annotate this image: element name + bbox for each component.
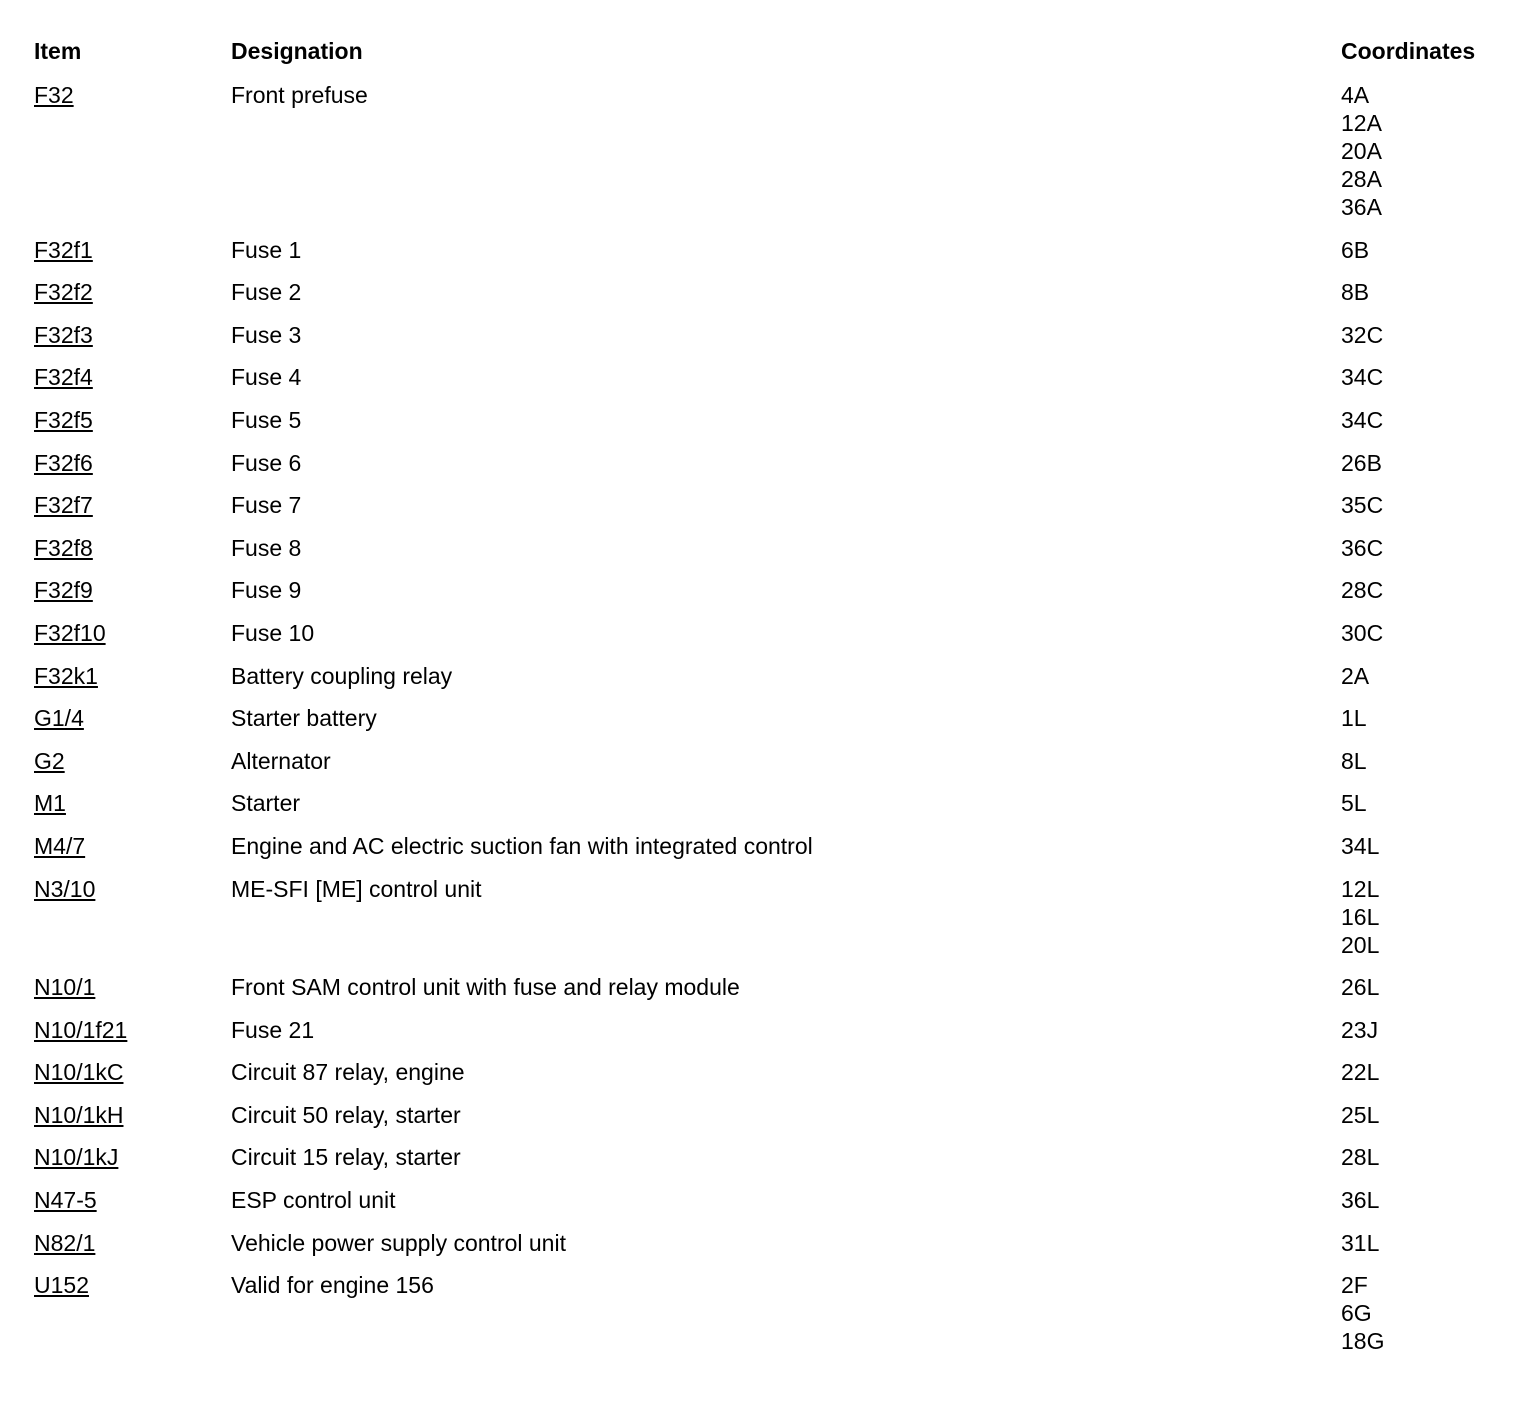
coordinates-cell bbox=[1341, 278, 1369, 306]
coordinates-cell bbox=[1341, 236, 1369, 264]
coordinate-value: 34C bbox=[1341, 364, 1384, 391]
item-link[interactable]: N47-5 bbox=[34, 1187, 97, 1214]
header-designation: Designation bbox=[231, 38, 363, 64]
table-row bbox=[0, 747, 1536, 790]
item-link[interactable]: F32f8 bbox=[34, 534, 93, 561]
item-link[interactable]: F32k1 bbox=[34, 662, 98, 689]
table-row bbox=[0, 278, 1536, 321]
item-link[interactable]: N10/1f21 bbox=[34, 1016, 128, 1043]
table-row bbox=[0, 81, 1536, 236]
designation-text: Fuse 4 bbox=[231, 364, 302, 391]
table-row bbox=[0, 704, 1536, 747]
coordinates-cell bbox=[1341, 973, 1379, 1001]
coordinate-value: 16L bbox=[1341, 903, 1380, 930]
designation-text: Battery coupling relay bbox=[231, 662, 453, 689]
coordinates-cell bbox=[1341, 576, 1383, 604]
coordinates-cell bbox=[1341, 321, 1383, 349]
table-row bbox=[0, 1016, 1536, 1059]
table-row bbox=[0, 619, 1536, 662]
table-row bbox=[0, 875, 1536, 974]
table-row bbox=[0, 576, 1536, 619]
table-row bbox=[0, 321, 1536, 364]
coordinate-value: 22L bbox=[1341, 1059, 1380, 1086]
table-row bbox=[0, 789, 1536, 832]
designation-text: Fuse 9 bbox=[231, 577, 302, 604]
coordinates-cell bbox=[1341, 704, 1367, 732]
item-link[interactable]: M1 bbox=[34, 790, 66, 817]
designation-text: Circuit 50 relay, starter bbox=[231, 1101, 461, 1128]
table-row bbox=[0, 491, 1536, 534]
coordinates-cell bbox=[1341, 449, 1382, 477]
coordinates-cell bbox=[1341, 406, 1383, 434]
coordinate-value: 28A bbox=[1341, 166, 1382, 192]
coordinate-value: 2F bbox=[1341, 1272, 1368, 1299]
header-item: Item bbox=[34, 38, 82, 64]
item-link[interactable]: N10/1 bbox=[34, 974, 96, 1001]
item-link[interactable]: N82/1 bbox=[34, 1229, 96, 1256]
designation-text: Fuse 5 bbox=[231, 406, 302, 433]
designation-text: Engine and AC electric suction fan with integrated control bbox=[231, 832, 813, 859]
coordinate-value: 6G bbox=[1341, 1300, 1372, 1327]
table-row bbox=[0, 1101, 1536, 1144]
item-link[interactable]: N10/1kJ bbox=[34, 1144, 119, 1171]
item-link[interactable]: G1/4 bbox=[34, 705, 84, 732]
table-row bbox=[0, 832, 1536, 875]
designation-text: Valid for engine 156 bbox=[231, 1272, 434, 1299]
table-row bbox=[0, 1186, 1536, 1229]
table-row bbox=[0, 406, 1536, 449]
coordinate-value: 1L bbox=[1341, 705, 1367, 732]
designation-text: Fuse 7 bbox=[231, 492, 302, 519]
coordinate-value: 20A bbox=[1341, 138, 1382, 164]
coordinate-value: 5L bbox=[1341, 790, 1367, 817]
designation-text: Front prefuse bbox=[231, 82, 368, 108]
table-row bbox=[0, 534, 1536, 577]
coordinates-cell bbox=[1341, 1143, 1379, 1171]
coordinate-value: 28L bbox=[1341, 1144, 1380, 1171]
item-link[interactable]: N10/1kH bbox=[34, 1101, 124, 1128]
coordinate-value: 2A bbox=[1341, 662, 1370, 689]
coordinate-value: 8L bbox=[1341, 747, 1367, 774]
coordinate-value: 26B bbox=[1341, 449, 1382, 476]
coordinate-value: 20L bbox=[1341, 931, 1380, 958]
item-link[interactable]: F32f5 bbox=[34, 406, 93, 433]
item-link[interactable]: N3/10 bbox=[34, 875, 96, 902]
table-row bbox=[0, 363, 1536, 406]
coordinate-value: 34C bbox=[1341, 406, 1384, 433]
coordinate-value: 25L bbox=[1341, 1101, 1380, 1128]
coordinate-value: 31L bbox=[1341, 1229, 1380, 1256]
designation-text: Fuse 21 bbox=[231, 1016, 315, 1043]
coordinates-cell bbox=[1341, 534, 1383, 562]
item-link[interactable]: F32f6 bbox=[34, 449, 93, 476]
coordinates-cell bbox=[1341, 81, 1382, 221]
coordinate-value: 36A bbox=[1341, 194, 1382, 220]
coordinate-value: 23J bbox=[1341, 1016, 1379, 1043]
item-link[interactable]: U152 bbox=[34, 1272, 89, 1299]
table-row bbox=[0, 1058, 1536, 1101]
item-link[interactable]: F32f9 bbox=[34, 577, 93, 604]
coordinates-cell bbox=[1341, 662, 1369, 690]
header-coordinates: Coordinates bbox=[1341, 38, 1476, 64]
designation-text: Fuse 1 bbox=[231, 236, 302, 263]
designation-text: Starter battery bbox=[231, 705, 377, 732]
table-row bbox=[0, 236, 1536, 279]
table-row bbox=[0, 973, 1536, 1016]
item-link[interactable]: F32f10 bbox=[34, 619, 106, 646]
coordinate-value: 12L bbox=[1341, 875, 1380, 902]
designation-text: Fuse 2 bbox=[231, 279, 302, 306]
designation-text: Circuit 15 relay, starter bbox=[231, 1144, 461, 1171]
designation-text: Starter bbox=[231, 790, 301, 817]
designation-text: Front SAM control unit with fuse and relay module bbox=[231, 974, 740, 1001]
item-link[interactable]: G2 bbox=[34, 747, 65, 774]
coordinate-value: 8B bbox=[1341, 279, 1370, 306]
coordinates-cell bbox=[1341, 491, 1383, 519]
table-row bbox=[0, 449, 1536, 492]
coordinate-value: 12A bbox=[1341, 110, 1382, 136]
designation-text: Alternator bbox=[231, 747, 331, 774]
coordinate-value: 36L bbox=[1341, 1187, 1380, 1214]
item-link[interactable]: N10/1kC bbox=[34, 1059, 124, 1086]
designation-text: Fuse 10 bbox=[231, 619, 315, 646]
coordinate-value: 32C bbox=[1341, 321, 1384, 348]
coordinates-cell bbox=[1341, 789, 1367, 817]
item-link[interactable]: F32f3 bbox=[34, 321, 93, 348]
designation-text: Circuit 87 relay, engine bbox=[231, 1059, 465, 1086]
coordinate-value: 28C bbox=[1341, 577, 1384, 604]
item-link[interactable]: F32f2 bbox=[34, 279, 93, 306]
coordinate-value: 36C bbox=[1341, 534, 1384, 561]
coordinates-cell bbox=[1341, 1186, 1379, 1214]
coordinates-cell bbox=[1341, 1016, 1378, 1044]
coordinate-value: 30C bbox=[1341, 619, 1384, 646]
coordinates-cell bbox=[1341, 619, 1383, 647]
table-row bbox=[0, 662, 1536, 705]
coordinates-cell bbox=[1341, 1058, 1379, 1086]
coordinates-cell bbox=[1341, 1101, 1379, 1129]
table-row bbox=[0, 1143, 1536, 1186]
designation-text: Fuse 3 bbox=[231, 321, 302, 348]
item-link[interactable]: F32f7 bbox=[34, 492, 93, 519]
coordinate-value: 6B bbox=[1341, 236, 1370, 263]
coordinates-cell bbox=[1341, 363, 1383, 391]
coordinate-value: 18G bbox=[1341, 1328, 1385, 1355]
designation-text: Fuse 8 bbox=[231, 534, 302, 561]
designation-text: ME-SFI [ME] control unit bbox=[231, 875, 482, 902]
item-link[interactable]: M4/7 bbox=[34, 832, 86, 859]
coordinates-cell bbox=[1341, 832, 1379, 860]
table-row bbox=[0, 1271, 1536, 1370]
coordinate-value: 4A bbox=[1341, 82, 1370, 108]
coordinates-cell bbox=[1341, 1229, 1379, 1257]
designation-text: Vehicle power supply control unit bbox=[231, 1229, 566, 1256]
table-body bbox=[0, 81, 1536, 1370]
item-link[interactable]: F32 bbox=[34, 82, 74, 108]
designation-text: ESP control unit bbox=[231, 1187, 396, 1214]
coordinate-value: 35C bbox=[1341, 492, 1384, 519]
table-row bbox=[0, 1229, 1536, 1272]
coordinates-cell bbox=[1341, 875, 1379, 959]
item-link[interactable]: F32f1 bbox=[34, 236, 93, 263]
coordinate-value: 26L bbox=[1341, 974, 1380, 1001]
designation-text: Fuse 6 bbox=[231, 449, 302, 476]
table-header bbox=[0, 38, 1536, 68]
coordinates-cell bbox=[1341, 1271, 1384, 1355]
coordinates-cell bbox=[1341, 747, 1367, 775]
coordinate-value: 34L bbox=[1341, 832, 1380, 859]
item-link[interactable]: F32f4 bbox=[34, 364, 93, 391]
